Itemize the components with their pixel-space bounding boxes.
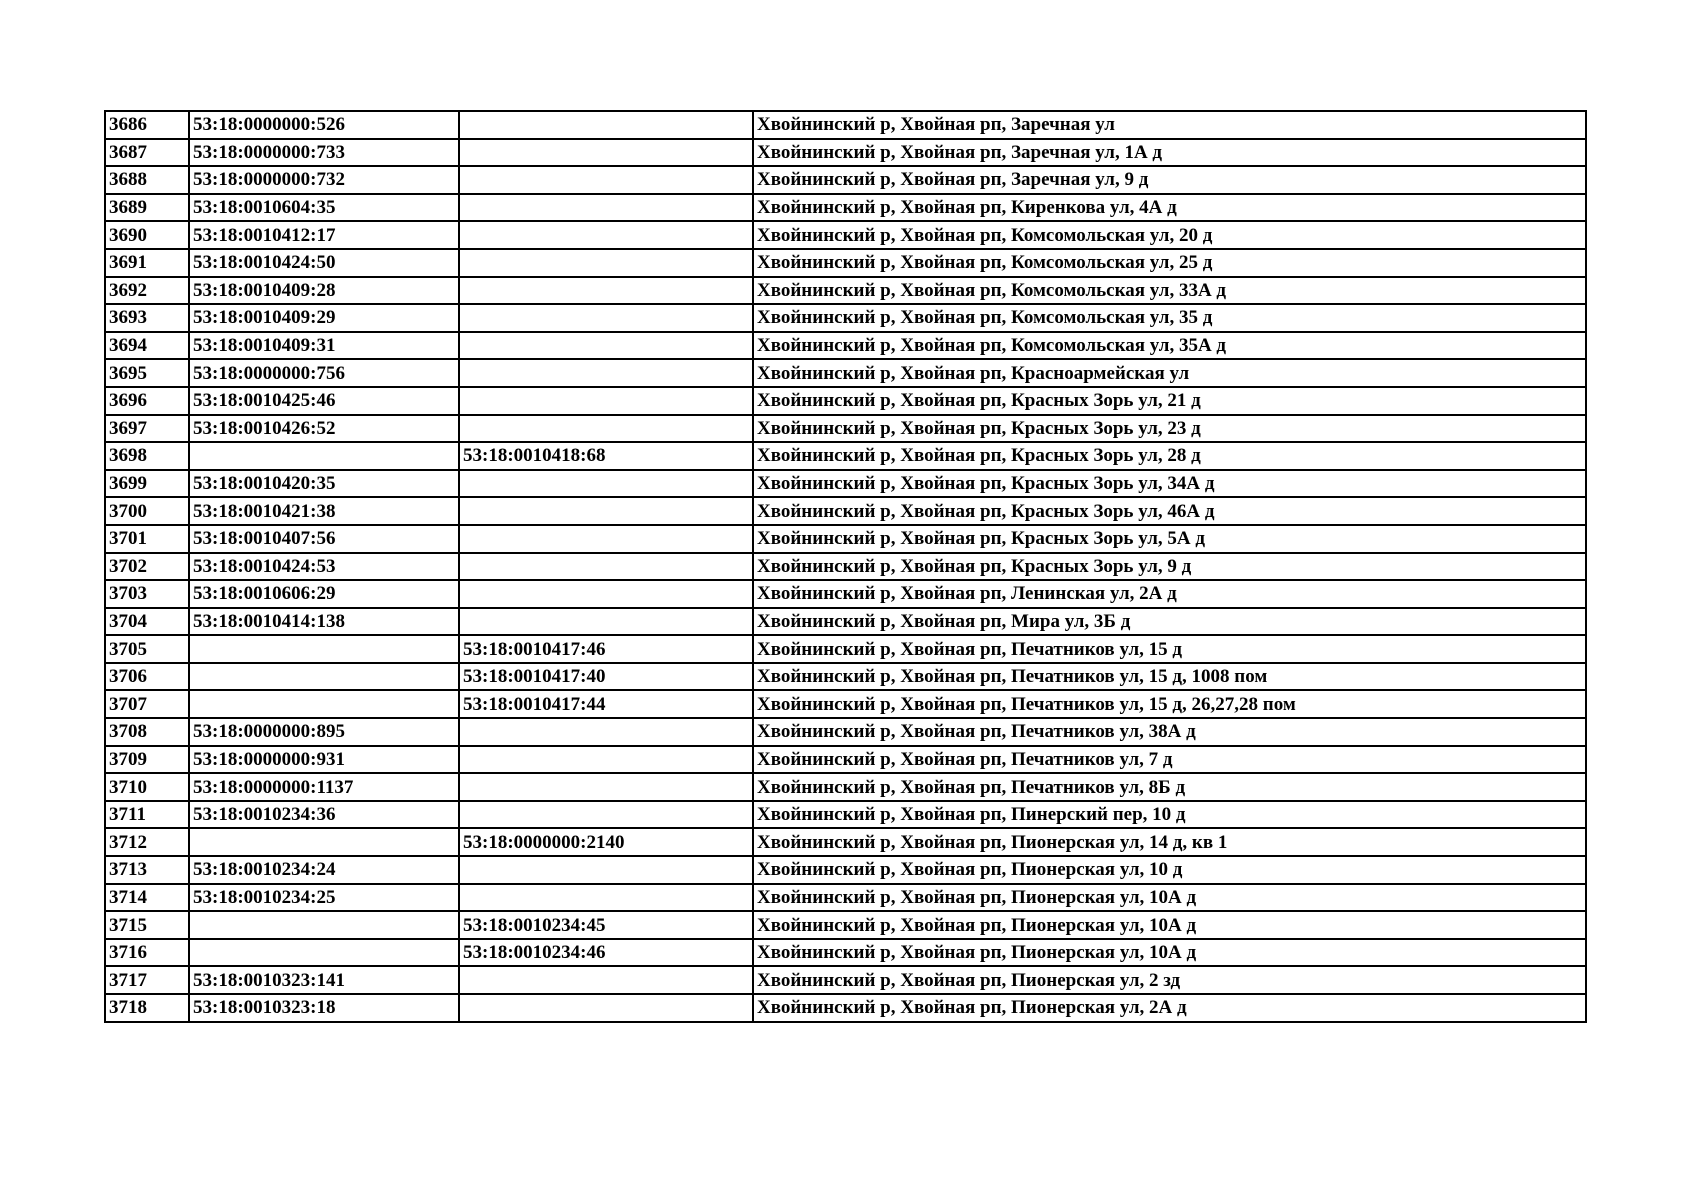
address-cell: Хвойнинский р, Хвойная рп, Комсомольская ул, 25 д (753, 249, 1586, 277)
address-cell: Хвойнинский р, Хвойная рп, Пионерская ул, 10 д (753, 856, 1586, 884)
related-cadastral-number-cell (459, 994, 753, 1022)
address-cell: Хвойнинский р, Хвойная рп, Заречная ул (753, 111, 1586, 139)
cadastral-number-cell: 53:18:0010604:35 (189, 194, 459, 222)
cadastral-number-cell (189, 690, 459, 718)
address-cell: Хвойнинский р, Хвойная рп, Печатников ул, 38А д (753, 718, 1586, 746)
table-row (105, 415, 1586, 443)
table-row (105, 663, 1586, 691)
table-row (105, 718, 1586, 746)
cadastral-number-cell: 53:18:0010409:31 (189, 332, 459, 360)
row-number-cell: 3695 (105, 359, 189, 387)
cadastral-number-cell: 53:18:0000000:756 (189, 359, 459, 387)
row-number-cell: 3689 (105, 194, 189, 222)
table-row (105, 746, 1586, 774)
related-cadastral-number-cell (459, 249, 753, 277)
row-number-cell: 3717 (105, 966, 189, 994)
row-number-cell: 3710 (105, 773, 189, 801)
address-cell: Хвойнинский р, Хвойная рп, Печатников ул, 8Б д (753, 773, 1586, 801)
row-number-cell: 3712 (105, 828, 189, 856)
cadastral-number-cell (189, 828, 459, 856)
row-number-cell: 3690 (105, 221, 189, 249)
related-cadastral-number-cell (459, 139, 753, 167)
address-cell: Хвойнинский р, Хвойная рп, Красных Зорь ул, 5А д (753, 525, 1586, 553)
row-number-cell: 3715 (105, 911, 189, 939)
table-row (105, 773, 1586, 801)
related-cadastral-number-cell (459, 773, 753, 801)
related-cadastral-number-cell (459, 470, 753, 498)
table-row (105, 249, 1586, 277)
address-cell: Хвойнинский р, Хвойная рп, Ленинская ул, 2А д (753, 580, 1586, 608)
address-cell: Хвойнинский р, Хвойная рп, Мира ул, 3Б д (753, 608, 1586, 636)
table-row (105, 580, 1586, 608)
cadastral-number-cell: 53:18:0010426:52 (189, 415, 459, 443)
related-cadastral-number-cell (459, 580, 753, 608)
related-cadastral-number-cell (459, 332, 753, 360)
address-cell: Хвойнинский р, Хвойная рп, Пионерская ул, 10А д (753, 939, 1586, 967)
related-cadastral-number-cell (459, 856, 753, 884)
table-row (105, 470, 1586, 498)
table-row (105, 911, 1586, 939)
address-cell: Хвойнинский р, Хвойная рп, Комсомольская ул, 35А д (753, 332, 1586, 360)
address-cell: Хвойнинский р, Хвойная рп, Печатников ул, 7 д (753, 746, 1586, 774)
row-number-cell: 3688 (105, 166, 189, 194)
row-number-cell: 3704 (105, 608, 189, 636)
address-cell: Хвойнинский р, Хвойная рп, Киренкова ул, 4А д (753, 194, 1586, 222)
related-cadastral-number-cell (459, 718, 753, 746)
related-cadastral-number-cell: 53:18:0010418:68 (459, 442, 753, 470)
address-cell: Хвойнинский р, Хвойная рп, Печатников ул, 15 д, 26,27,28 пом (753, 690, 1586, 718)
address-cell: Хвойнинский р, Хвойная рп, Пионерская ул, 10А д (753, 911, 1586, 939)
related-cadastral-number-cell (459, 166, 753, 194)
cadastral-number-cell: 53:18:0010323:141 (189, 966, 459, 994)
row-number-cell: 3709 (105, 746, 189, 774)
address-cell: Хвойнинский р, Хвойная рп, Пионерская ул, 2 зд (753, 966, 1586, 994)
row-number-cell: 3701 (105, 525, 189, 553)
address-cell: Хвойнинский р, Хвойная рп, Пинерский пер, 10 д (753, 801, 1586, 829)
cadastral-number-cell: 53:18:0000000:732 (189, 166, 459, 194)
table-row (105, 194, 1586, 222)
cadastral-number-cell: 53:18:0000000:895 (189, 718, 459, 746)
row-number-cell: 3705 (105, 635, 189, 663)
cadastral-number-cell: 53:18:0010424:53 (189, 553, 459, 581)
related-cadastral-number-cell: 53:18:0010417:46 (459, 635, 753, 663)
table-row (105, 635, 1586, 663)
related-cadastral-number-cell (459, 608, 753, 636)
related-cadastral-number-cell (459, 194, 753, 222)
table-row (105, 111, 1586, 139)
table-row (105, 442, 1586, 470)
related-cadastral-number-cell (459, 221, 753, 249)
address-cell: Хвойнинский р, Хвойная рп, Пионерская ул, 14 д, кв 1 (753, 828, 1586, 856)
table-row (105, 221, 1586, 249)
table-row (105, 884, 1586, 912)
address-cell: Хвойнинский р, Хвойная рп, Комсомольская ул, 20 д (753, 221, 1586, 249)
address-cell: Хвойнинский р, Хвойная рп, Печатников ул, 15 д, 1008 пом (753, 663, 1586, 691)
table-row (105, 166, 1586, 194)
row-number-cell: 3699 (105, 470, 189, 498)
related-cadastral-number-cell (459, 111, 753, 139)
cadastral-number-cell (189, 911, 459, 939)
related-cadastral-number-cell: 53:18:0000000:2140 (459, 828, 753, 856)
table-row (105, 304, 1586, 332)
row-number-cell: 3703 (105, 580, 189, 608)
row-number-cell: 3713 (105, 856, 189, 884)
cadastral-number-cell: 53:18:0010606:29 (189, 580, 459, 608)
table-row (105, 939, 1586, 967)
row-number-cell: 3707 (105, 690, 189, 718)
related-cadastral-number-cell: 53:18:0010234:45 (459, 911, 753, 939)
registry-table-body (105, 111, 1586, 1022)
cadastral-number-cell: 53:18:0000000:931 (189, 746, 459, 774)
cadastral-number-cell: 53:18:0010407:56 (189, 525, 459, 553)
cadastral-number-cell: 53:18:0010412:17 (189, 221, 459, 249)
row-number-cell: 3706 (105, 663, 189, 691)
cadastral-number-cell: 53:18:0000000:526 (189, 111, 459, 139)
related-cadastral-number-cell (459, 387, 753, 415)
related-cadastral-number-cell (459, 801, 753, 829)
related-cadastral-number-cell (459, 304, 753, 332)
related-cadastral-number-cell (459, 277, 753, 305)
related-cadastral-number-cell (459, 525, 753, 553)
related-cadastral-number-cell (459, 746, 753, 774)
registry-table (104, 110, 1587, 1023)
row-number-cell: 3687 (105, 139, 189, 167)
cadastral-number-cell: 53:18:0010421:38 (189, 497, 459, 525)
cadastral-number-cell: 53:18:0010234:36 (189, 801, 459, 829)
table-row (105, 994, 1586, 1022)
cadastral-number-cell: 53:18:0010420:35 (189, 470, 459, 498)
cadastral-number-cell: 53:18:0010424:50 (189, 249, 459, 277)
table-row (105, 277, 1586, 305)
cadastral-number-cell (189, 663, 459, 691)
cadastral-number-cell (189, 442, 459, 470)
row-number-cell: 3697 (105, 415, 189, 443)
table-row (105, 608, 1586, 636)
related-cadastral-number-cell (459, 359, 753, 387)
row-number-cell: 3691 (105, 249, 189, 277)
related-cadastral-number-cell (459, 884, 753, 912)
cadastral-number-cell: 53:18:0000000:1137 (189, 773, 459, 801)
related-cadastral-number-cell (459, 497, 753, 525)
cadastral-number-cell: 53:18:0010234:24 (189, 856, 459, 884)
row-number-cell: 3714 (105, 884, 189, 912)
table-row (105, 801, 1586, 829)
related-cadastral-number-cell: 53:18:0010234:46 (459, 939, 753, 967)
table-row (105, 690, 1586, 718)
related-cadastral-number-cell (459, 415, 753, 443)
address-cell: Хвойнинский р, Хвойная рп, Красных Зорь ул, 23 д (753, 415, 1586, 443)
address-cell: Хвойнинский р, Хвойная рп, Заречная ул, 9 д (753, 166, 1586, 194)
cadastral-number-cell: 53:18:0010409:29 (189, 304, 459, 332)
cadastral-number-cell: 53:18:0010323:18 (189, 994, 459, 1022)
row-number-cell: 3700 (105, 497, 189, 525)
table-row (105, 139, 1586, 167)
row-number-cell: 3694 (105, 332, 189, 360)
table-row (105, 856, 1586, 884)
table-row (105, 553, 1586, 581)
table-row (105, 525, 1586, 553)
address-cell: Хвойнинский р, Хвойная рп, Красных Зорь ул, 28 д (753, 442, 1586, 470)
address-cell: Хвойнинский р, Хвойная рп, Красных Зорь ул, 9 д (753, 553, 1586, 581)
table-row (105, 332, 1586, 360)
table-row (105, 828, 1586, 856)
row-number-cell: 3718 (105, 994, 189, 1022)
row-number-cell: 3702 (105, 553, 189, 581)
address-cell: Хвойнинский р, Хвойная рп, Печатников ул, 15 д (753, 635, 1586, 663)
address-cell: Хвойнинский р, Хвойная рп, Красных Зорь ул, 34А д (753, 470, 1586, 498)
table-row (105, 497, 1586, 525)
related-cadastral-number-cell (459, 966, 753, 994)
cadastral-number-cell: 53:18:0010234:25 (189, 884, 459, 912)
address-cell: Хвойнинский р, Хвойная рп, Красноармейская ул (753, 359, 1586, 387)
address-cell: Хвойнинский р, Хвойная рп, Комсомольская ул, 33А д (753, 277, 1586, 305)
cadastral-number-cell: 53:18:0010409:28 (189, 277, 459, 305)
row-number-cell: 3708 (105, 718, 189, 746)
table-row (105, 359, 1586, 387)
address-cell: Хвойнинский р, Хвойная рп, Комсомольская ул, 35 д (753, 304, 1586, 332)
row-number-cell: 3698 (105, 442, 189, 470)
cadastral-number-cell (189, 939, 459, 967)
related-cadastral-number-cell: 53:18:0010417:44 (459, 690, 753, 718)
address-cell: Хвойнинский р, Хвойная рп, Красных Зорь ул, 46А д (753, 497, 1586, 525)
table-row (105, 966, 1586, 994)
row-number-cell: 3692 (105, 277, 189, 305)
cadastral-number-cell: 53:18:0010414:138 (189, 608, 459, 636)
cadastral-number-cell: 53:18:0000000:733 (189, 139, 459, 167)
address-cell: Хвойнинский р, Хвойная рп, Заречная ул, 1А д (753, 139, 1586, 167)
row-number-cell: 3716 (105, 939, 189, 967)
related-cadastral-number-cell (459, 553, 753, 581)
row-number-cell: 3711 (105, 801, 189, 829)
address-cell: Хвойнинский р, Хвойная рп, Пионерская ул, 10А д (753, 884, 1586, 912)
address-cell: Хвойнинский р, Хвойная рп, Красных Зорь ул, 21 д (753, 387, 1586, 415)
table-row (105, 387, 1586, 415)
cadastral-number-cell: 53:18:0010425:46 (189, 387, 459, 415)
row-number-cell: 3696 (105, 387, 189, 415)
row-number-cell: 3693 (105, 304, 189, 332)
related-cadastral-number-cell: 53:18:0010417:40 (459, 663, 753, 691)
row-number-cell: 3686 (105, 111, 189, 139)
cadastral-number-cell (189, 635, 459, 663)
address-cell: Хвойнинский р, Хвойная рп, Пионерская ул, 2А д (753, 994, 1586, 1022)
